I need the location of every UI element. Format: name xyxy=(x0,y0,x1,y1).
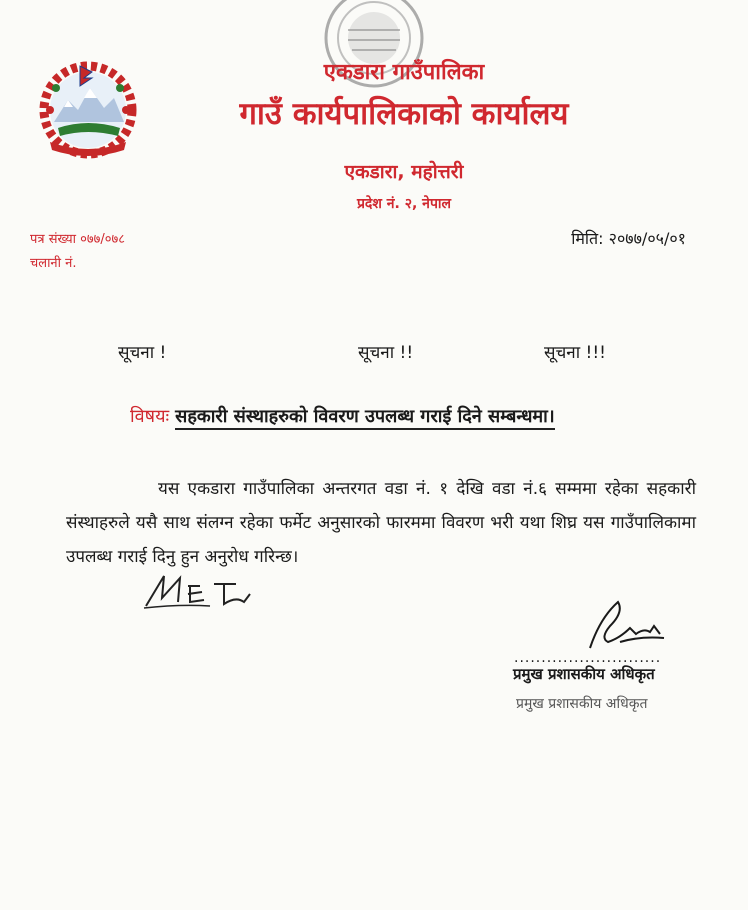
body-text: यस एकडारा गाउँपालिका अन्तरगत वडा नं. १ देखि वडा नं.६ सम्ममा रहेका सहकारी संस्थाहरुले यसै साथ संलग्न रहेका फर्मेट अनुसारको फारममा विवरण भरी यथा शिघ्र यस गाउँपालिकामा उपलब्ध गराई दिनु हुन अनुरोध गरिन्छ। xyxy=(66,479,696,567)
address: एकडारा, महोत्तरी xyxy=(344,161,464,183)
letter-date: मिति: २०७७/०५/०१ xyxy=(571,229,686,248)
subject-text: सहकारी संस्थाहरुको विवरण उपलब्ध गराई दिने सम्बन्धमा। xyxy=(175,406,555,430)
signatory-title: प्रमुख प्रशासकीय अधिकृत xyxy=(513,665,655,683)
body-paragraph xyxy=(66,472,696,574)
handwritten-initials xyxy=(140,568,260,612)
province: प्रदेश नं. २, नेपाल xyxy=(356,196,452,212)
notice-heading-2: सूचना !! xyxy=(358,343,414,363)
signature-line: ........................... xyxy=(514,650,662,666)
municipality-name: एकडारा गाउँपालिका xyxy=(323,60,485,85)
notice-heading-1: सूचना ! xyxy=(118,343,167,363)
letter-number: पत्र संख्या ०७७/०७८ xyxy=(30,232,126,247)
notice-heading-3: सूचना !!! xyxy=(544,343,606,363)
subject-line xyxy=(130,404,555,428)
office-title: गाउँ कार्यपालिकाको कार्यालय xyxy=(239,96,569,132)
subject-label: विषयः xyxy=(130,406,170,427)
dispatch-number: चलानी नं. xyxy=(30,256,77,271)
signatory-stamp: प्रमुख प्रशासकीय अधिकृत xyxy=(516,696,648,712)
handwritten-signature xyxy=(560,598,670,658)
